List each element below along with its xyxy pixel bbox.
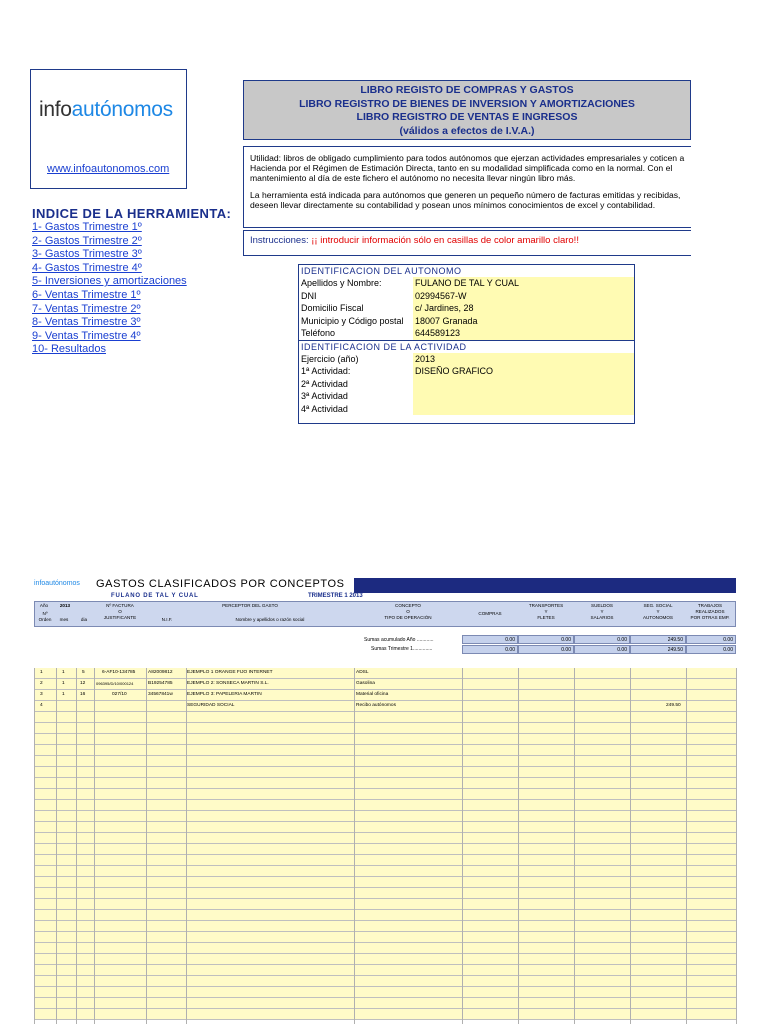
cell-nombre: EJEMPLO 1 ORANGE FIJO INTERNET <box>187 670 273 675</box>
cell-concepto: Recibo autónomos <box>356 703 396 708</box>
grid-line <box>354 668 355 1024</box>
cell-nombre: EJEMPLO 3: PAPELERIA MARTIN <box>187 692 262 697</box>
instructions-box <box>243 230 691 256</box>
field-row <box>299 302 634 315</box>
grid-line <box>186 668 187 1024</box>
header-nif: N.I.F. <box>161 617 173 622</box>
header-nombre: Nombre y apellidos o razón social <box>235 617 305 622</box>
identification-panel <box>298 264 635 424</box>
header-orden: Nº Orden <box>38 611 52 622</box>
grid-line <box>94 668 95 1024</box>
cell-orden: 4 <box>40 703 43 708</box>
dni-field[interactable]: 02994567-W <box>413 290 634 303</box>
cell-nif: B19254785 <box>148 681 173 686</box>
activity-2-field[interactable] <box>413 378 634 391</box>
header-concepto: CONCEPTO O TIPO DE OPERACIÓN <box>384 603 432 620</box>
field-row <box>299 277 634 290</box>
grid-line <box>518 668 519 1024</box>
sum-anual-label: Sumas acumulado Año ............ <box>364 637 434 643</box>
index-link-gastos-t2[interactable]: 2- Gastos Trimestre 2º <box>32 234 142 247</box>
field-label: 3ª Actividad <box>301 391 348 401</box>
instructions-label: Instrucciones: <box>250 235 309 246</box>
cell-mes: 1 <box>62 681 65 686</box>
website-link[interactable]: www.infoautonomos.com <box>47 163 170 175</box>
title-line: LIBRO REGISTRO DE BIENES DE INVERSION Y AMORTIZACIONES <box>299 97 635 110</box>
year-field[interactable]: 2013 <box>413 353 634 366</box>
field-row <box>299 365 634 378</box>
cell-orden: 2 <box>40 681 43 686</box>
field-label: Ejercicio (año) <box>301 353 359 364</box>
logo-box <box>30 69 187 189</box>
logo: infoautónomos <box>39 98 173 121</box>
field-label: DNI <box>301 290 317 301</box>
title-line: LIBRO REGISTO DE COMPRAS Y GASTOS <box>360 84 574 96</box>
field-label: Domicilio Fiscal <box>301 303 364 313</box>
cell-nombre: SEGURIDAD SOCIAL <box>187 703 235 708</box>
index-link-ventas-t1[interactable]: 6- Ventas Trimestre 1º <box>32 288 141 301</box>
field-row <box>299 403 634 416</box>
header-dia: dia <box>80 617 88 622</box>
field-label: Teléfono <box>301 328 336 338</box>
sum-trim-label: Sumas Trimestre 1.............. <box>371 646 433 652</box>
index-link-ventas-t3[interactable]: 8- Ventas Trimestre 3º <box>32 316 141 329</box>
cell-dia: 16 <box>80 692 86 697</box>
index-link-gastos-t4[interactable]: 4- Gastos Trimestre 4º <box>32 261 142 274</box>
grid-line <box>736 668 737 1024</box>
address-field[interactable]: c/ Jardines, 28 <box>413 302 634 315</box>
autonomo-header: IDENTIFICACION DEL AUTONOMO <box>301 266 462 276</box>
field-row <box>299 378 634 391</box>
index-link-inversiones[interactable]: 5- Inversiones y amortizaciones <box>32 275 187 288</box>
index-title: INDICE DE LA HERRAMIENTA: <box>32 206 232 221</box>
instructions-text: ¡¡ introducir información sólo en casillas de color amarillo claro!! <box>311 235 579 246</box>
header-transportes: TRANSPORTES Y FLETES <box>528 603 564 620</box>
utility-text: La herramienta está indicada para autónomos que generen un pequeño número de facturas emitidas y recibidas, deseen llevar directamente su contabilidad y posean unos mínimos conocimientos de excel y contabilidad. <box>250 189 681 210</box>
sum-trim-seg: 249.50 <box>630 645 686 654</box>
cell-seg-social: 249.50 <box>666 703 681 708</box>
actividad-header: IDENTIFICACION DE LA ACTIVIDAD <box>299 340 634 353</box>
index-link-gastos-t3[interactable]: 3- Gastos Trimestre 3º <box>32 248 142 261</box>
sheet-owner-name: FULANO DE TAL Y CUAL <box>111 593 199 599</box>
sum-trim-sueldos: 0.00 <box>574 645 630 654</box>
title-subtitle: (válidos a efectos de I.V.A.) <box>399 124 535 137</box>
field-label: 4ª Actividad <box>301 403 348 414</box>
header-compras: COMPRAS <box>478 611 502 616</box>
cell-nombre: EJEMPLO 2: SONSECA MARTIN S.L. <box>187 681 269 686</box>
table-header <box>34 601 736 627</box>
utility-box <box>243 146 691 228</box>
index-list <box>32 221 187 357</box>
title-box <box>243 80 691 140</box>
field-row <box>299 353 634 366</box>
index-link-resultados[interactable]: 10- Resultados <box>32 343 106 356</box>
cell-mes: 1 <box>62 692 65 697</box>
header-seg-social: SEG. SOCIAL Y AUTONOMOS <box>642 603 674 620</box>
cell-concepto: Material oficina <box>356 692 389 697</box>
grid-line <box>146 668 147 1024</box>
cell-concepto: Gasolina <box>356 681 375 686</box>
cell-nif: A82009812 <box>148 670 173 675</box>
header-trabajos: TRABAJOS REALIZADOS POR OTRAS EMP. <box>690 603 730 620</box>
sum-trim-transportes: 0.00 <box>518 645 574 654</box>
grid-line <box>76 668 77 1024</box>
cell-orden: 3 <box>40 692 43 697</box>
sum-trim-trabajos: 0.00 <box>686 645 736 654</box>
header-ano-value: 2013 <box>59 603 71 608</box>
index-link-ventas-t2[interactable]: 7- Ventas Trimestre 2º <box>32 302 141 315</box>
header-sueldos: SUELDOS Y SALARIOS <box>590 603 614 620</box>
grid-line <box>630 668 631 1024</box>
field-label: 2ª Actividad <box>301 378 348 389</box>
cell-mes: 1 <box>62 670 65 675</box>
sum-anual-seg: 249.50 <box>630 635 686 644</box>
cell-orden: 1 <box>40 670 43 675</box>
field-row <box>299 390 634 403</box>
grid-line <box>56 668 57 1024</box>
field-row <box>299 327 634 340</box>
field-row <box>299 290 634 303</box>
sum-anual-transportes: 0.00 <box>518 635 574 644</box>
sum-anual-sueldos: 0.00 <box>574 635 630 644</box>
field-label: 1ª Actividad: <box>301 366 351 376</box>
sheet-trimestre: TRIMESTRE 1 2013 <box>308 593 363 599</box>
sheet-title: GASTOS CLASIFICADOS POR CONCEPTOS <box>96 578 345 590</box>
field-label: Apellidos y Nombre: <box>301 278 382 288</box>
grid-line <box>574 668 575 1024</box>
grid-line <box>34 668 35 1024</box>
index-link-gastos-t1[interactable]: 1- Gastos Trimestre 1º <box>32 221 142 233</box>
index-link-ventas-t4[interactable]: 9- Ventas Trimestre 4º <box>32 329 141 342</box>
cell-dia: 12 <box>80 681 86 686</box>
field-label: Municipio y Código postal <box>301 315 404 326</box>
header-perceptor: PERCEPTOR DEL GASTO <box>222 603 278 608</box>
city-field[interactable]: 18007 Granada <box>413 315 634 328</box>
field-row <box>299 315 634 328</box>
sum-trim-compras: 0.00 <box>462 645 518 654</box>
sheet-logo: infoautónomos <box>34 580 80 587</box>
cell-dia: 5 <box>82 670 85 675</box>
activity-3-field[interactable] <box>413 390 634 403</box>
activity-4-field[interactable] <box>413 403 634 416</box>
cell-factura: 6-AF10-134785 <box>102 670 136 675</box>
header-ano: Año <box>39 603 49 608</box>
utility-text: Utilidad: libros de obligado cumplimiento para todos autónomos que ejerzan actividades empresariales y coticen a Hacienda por el Régimen de Estimación Directa, tanto en su modalidad simplificada como en la normal. Con el mantenimiento al día de este fichero el autónomo no necesita llevar ningún libro más. <box>250 153 685 184</box>
grid-line <box>462 668 463 1024</box>
header-factura: Nº FACTURA O JUSTIFICANTE <box>103 603 137 620</box>
cell-nif: 34567841w <box>148 692 173 697</box>
cell-factura: 096395/D/10/000124 <box>96 681 134 686</box>
sum-anual-trabajos: 0.00 <box>686 635 736 644</box>
name-field[interactable]: FULANO DE TAL Y CUAL <box>413 277 634 290</box>
cell-concepto: ADSL <box>356 670 369 675</box>
sheet-header-band <box>354 578 736 593</box>
activity-1-field[interactable]: DISEÑO GRAFICO <box>413 365 634 378</box>
grid-line <box>686 668 687 1024</box>
cell-factura: 027/10 <box>112 692 127 697</box>
phone-field[interactable]: 644589123 <box>413 327 634 340</box>
title-line: LIBRO REGISTRO DE VENTAS E INGRESOS <box>356 111 578 123</box>
header-mes: mes <box>59 617 69 622</box>
sum-anual-compras: 0.00 <box>462 635 518 644</box>
